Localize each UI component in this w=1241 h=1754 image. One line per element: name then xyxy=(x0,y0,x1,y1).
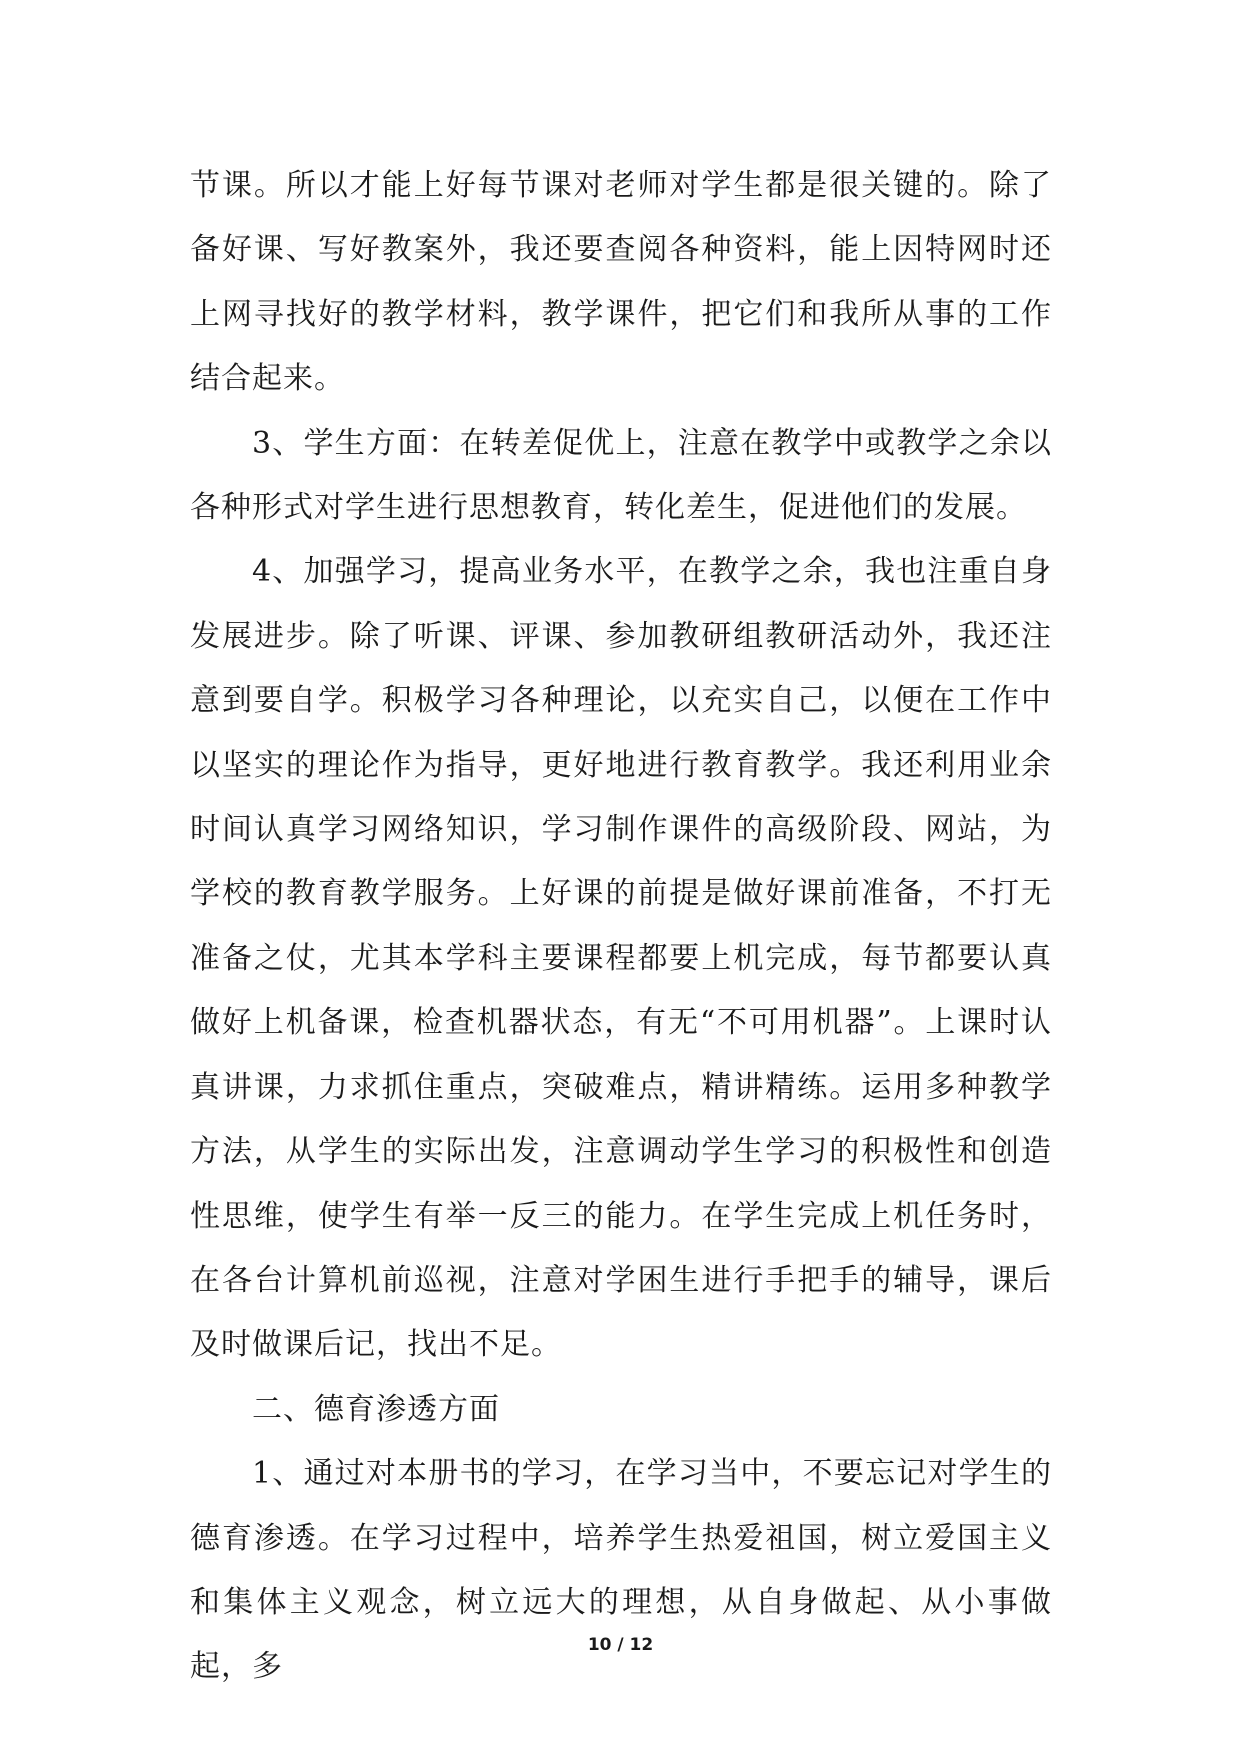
paragraph-continuation: 节课。所以才能上好每节课对老师对学生都是很关键的。除了备好课、写好教案外，我还要查阅各种资料，能上因特网时还上网寻找好的教学材料，教学课件，把它们和我所从事的工作结合起来。 xyxy=(190,168,1052,397)
page-number: 10 / 12 xyxy=(587,1635,654,1655)
paragraph-strengthen-study: 4、加强学习，提高业务水平，在教学之余，我也注重自身发展进步。除了听课、评课、参加教研组教研活动外，我还注意到要自学。积极学习各种理论，以充实自己，以便在工作中以坚实的理论作为指导，更好地进行教育教学。我还利用业余时间认真学习网络知识，学习制作课件的高级阶段、网站，为学校的教育教学服务。上好课的前提是做好课前准备，不打无准备之仗，尤其本学科主要课程都要上机完成，每节都要认真做好上机备课，检查机器状态，有无“不可用机器”。上课时认真讲课，力求抓住重点，突破难点，精讲精练。运用多种教学方法，从学生的实际出发，注意调动学生学习的积极性和创造性思维，使学生有举一反三的能力。在学生完成上机任务时，在各台计算机前巡视，注意对学困生进行手把手的辅导，课后及时做课后记，找出不足。 xyxy=(190,554,1052,1363)
body-text xyxy=(190,154,1052,1700)
paragraph-moral-education-1: 1、通过对本册书的学习，在学习当中，不要忘记对学生的德育渗透。在学习过程中，培养学生热爱祖国，树立爱国主义和集体主义观念，树立远大的理想，从自身做起、从小事做起，多 xyxy=(190,1456,1052,1685)
paragraph-student-aspect: 3、学生方面：在转差促优上，注意在教学中或教学之余以各种形式对学生进行思想教育，转化差生，促进他们的发展。 xyxy=(190,425,1052,526)
section-heading-moral-education: 二、德育渗透方面 xyxy=(252,1391,500,1427)
